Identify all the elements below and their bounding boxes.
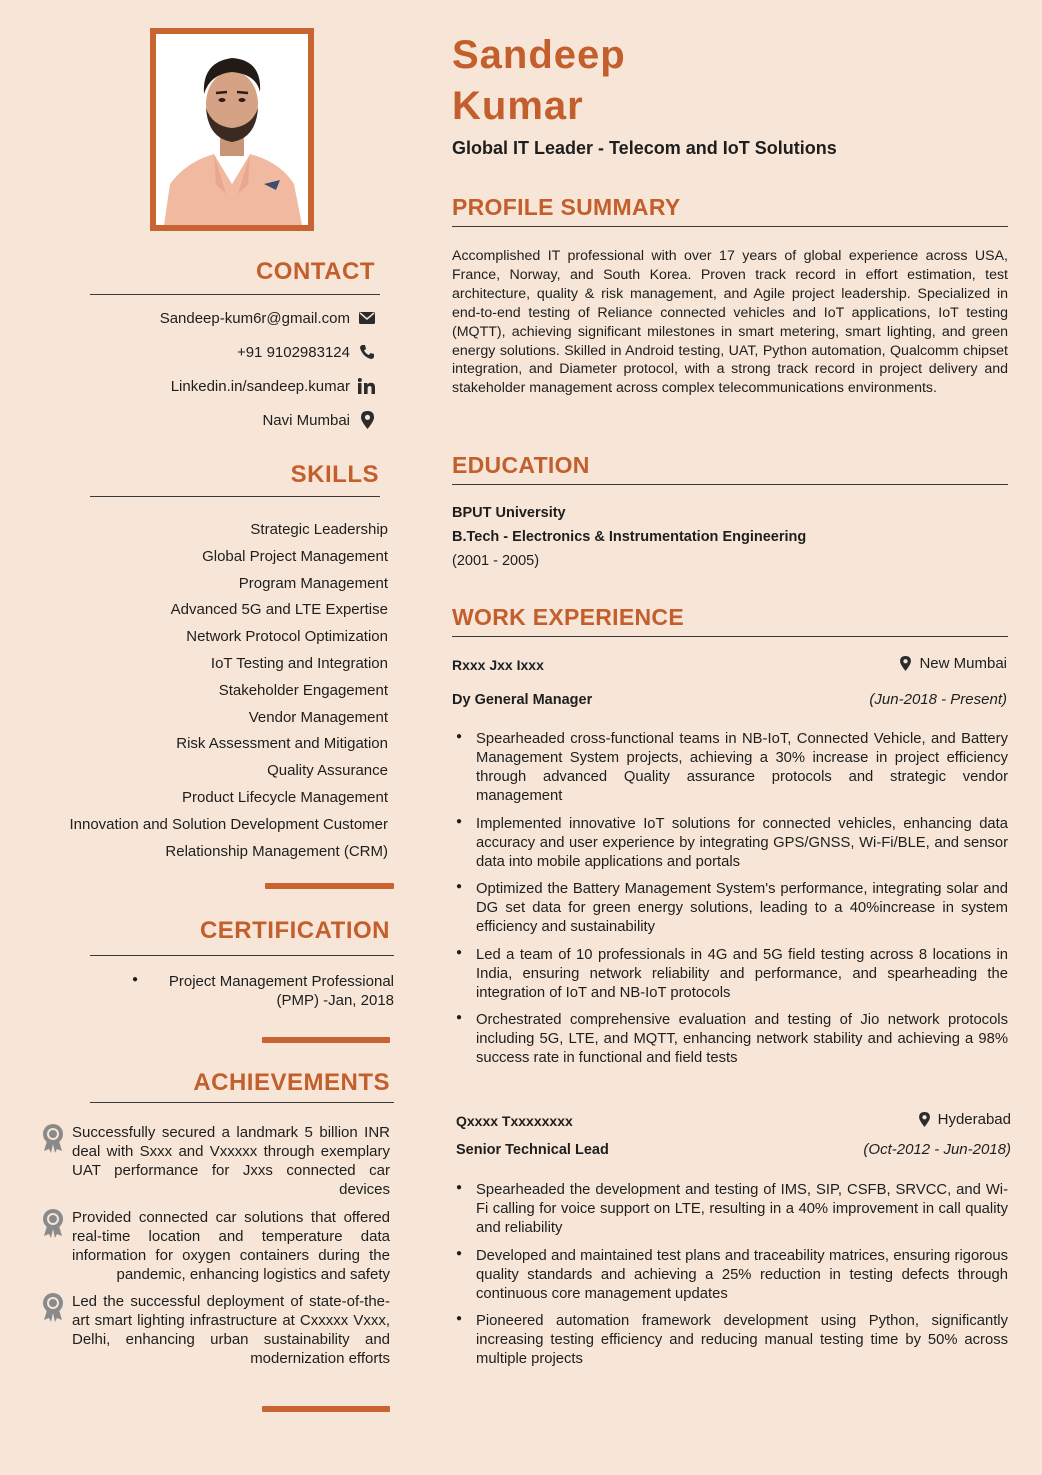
summary-text: Accomplished IT professional with over 17 years of global experience across USA, France, Norway, and South Korea. Proven track record in effort estimation, test architecture, quality & risk management, and Agile project leadership. Specialized in end-to-end testing of Reliance connected vehicles and IoT applications, IoT testing (MQTT), achieving significant milestones in smart metering, smart lighting, and green energy solutions. Skilled in Android testing, UAT, Python automation, Qualcomm chipset integration, and Diameter protocol, with a strong track record in project delivery and stakeholder management across complex telecommunications environments. (452, 248, 1008, 397)
map-pin-icon (358, 411, 376, 429)
skills-heading: SKILLS (290, 461, 379, 488)
skill-item: Risk Assessment and Mitigation (176, 735, 388, 753)
job-bullet (452, 1011, 1008, 1068)
achievement-item (40, 1123, 390, 1199)
summary-divider (452, 226, 1008, 227)
award-icon (40, 1208, 66, 1238)
education-degree: B.Tech - Electronics & Instrumentation Engineering (452, 529, 807, 545)
candidate-name (452, 30, 626, 132)
job-bullet (452, 1181, 1008, 1238)
job-bullet-text: Implemented innovative IoT solutions for connected vehicles, enhancing data accuracy and user experience by integrating GPS/GNSS, Wi-Fi/BLE, and sensor data into mobile applications and portals (476, 815, 1008, 870)
job-dates: (Oct-2012 - Jun-2018) (863, 1141, 1011, 1158)
phone-text[interactable]: +91 9102983124 (236, 343, 350, 361)
achievement-text: Successfully secured a landmark 5 billion INR deal with Sxxx and Vxxxxx through exemplary UAT performance for Jxxs connected car devices (72, 1124, 390, 1198)
bullet-icon: ● (456, 815, 463, 827)
skill-item: Global Project Management (202, 547, 388, 565)
skill-item: Product Lifecycle Management (182, 788, 388, 806)
map-pin-icon (900, 656, 911, 671)
job-bullet-text: Pioneered automation framework development using Python, significantly increasing testing efficiency and reducing manual testing time by 50% across multiple projects (476, 1313, 1008, 1367)
achievements-end-bar (262, 1406, 390, 1412)
skills-end-bar (265, 883, 394, 889)
job-bullets (452, 1181, 1008, 1378)
headline: Global IT Leader - Telecom and IoT Solutions (452, 138, 837, 158)
bullet-icon: ● (456, 881, 463, 892)
education-years: (2001 - 2005) (452, 553, 540, 569)
job-bullets (452, 730, 1008, 1077)
job-company: Qxxxx Txxxxxxxx (456, 1113, 573, 1129)
award-icon (40, 1292, 66, 1322)
job-bullet-text: Developed and maintained test plans and traceability matrices, ensuring rigorous quality standards and achieving a 25% reduction in testing defects through continuous core management updates (476, 1247, 1008, 1302)
bullet-icon: ● (456, 946, 463, 958)
achievements-divider (90, 1102, 394, 1103)
certification-line-2: (PMP) -Jan, 2018 (276, 992, 394, 1009)
achievement-item (40, 1292, 390, 1368)
achievements-heading: ACHIEVEMENTS (193, 1069, 390, 1096)
job-bullet (452, 730, 1008, 806)
contact-phone[interactable] (237, 343, 376, 361)
job-location-text: New Mumbai (919, 655, 1007, 672)
job-title: Senior Technical Lead (456, 1142, 609, 1158)
skill-item: Advanced 5G and LTE Expertise (170, 601, 388, 619)
job-bullet (452, 880, 1008, 937)
skill-item: Stakeholder Engagement (218, 681, 388, 699)
job-bullet-text: Spearheaded the development and testing of IMS, SIP, CSFB, SRVCC, and Wi-Fi calling for voice support on LTE, resulting in a 40% improvement in call quality and reliability (476, 1182, 1008, 1236)
job-bullet-text: Led a team of 10 professionals in 4G and 5G field testing across 8 locations in India, ensuring network reliability and performance, and spearheading the integration of IoT and NB-IoT protocols (476, 946, 1008, 1001)
certification-heading: CERTIFICATION (199, 917, 390, 944)
job-bullet (452, 815, 1008, 872)
job-bullet-text: Orchestrated comprehensive evaluation and testing of Jio network protocols including 5G, LTE, and MQTT, enhancing network stability and achieving a 98% success rate in functional and field tests (476, 1012, 1008, 1066)
mail-icon (358, 309, 376, 327)
education-divider (452, 484, 1008, 485)
job-bullet (452, 1312, 1008, 1369)
education-school: BPUT University (452, 505, 566, 521)
job-dates: (Jun-2018 - Present) (869, 691, 1007, 708)
contact-linkedin[interactable] (171, 377, 376, 395)
linkedin-text[interactable]: Linkedin.in/sandeep.kumar (170, 377, 350, 395)
last-name: Kumar (452, 84, 584, 128)
profile-photo (150, 28, 314, 231)
contact-heading: CONTACT (255, 258, 375, 285)
job-location (919, 1111, 1011, 1128)
skills-divider (90, 496, 380, 497)
certification-line-1: Project Management Professional (168, 973, 394, 990)
location-text: Navi Mumbai (262, 411, 350, 429)
bullet-icon: ● (456, 1012, 463, 1023)
job-bullet-text: Optimized the Battery Management System's performance, integrating solar and DG set data for green energy solutions, leading to a 40%increase in system efficiency and sustainability (476, 881, 1008, 935)
job-title: Dy General Manager (452, 692, 593, 708)
job-location (900, 655, 1007, 672)
job-company: Rxxx Jxx Ixxx (452, 657, 544, 673)
job-bullet (452, 1247, 1008, 1304)
bullet-icon: ● (456, 731, 463, 742)
map-pin-icon (919, 1112, 930, 1127)
job-bullet (452, 946, 1008, 1003)
skill-item: Program Management (238, 574, 388, 592)
certification-end-bar (262, 1037, 390, 1043)
linkedin-icon (358, 377, 376, 395)
first-name: Sandeep (452, 33, 626, 77)
contact-location (262, 411, 376, 429)
skill-item: Innovation and Solution Development Customer (69, 815, 388, 833)
bullet-icon: ● (456, 1182, 463, 1193)
email-text[interactable]: Sandeep-kum6r@gmail.com (159, 309, 350, 327)
experience-heading: WORK EXPERIENCE (452, 604, 684, 630)
education-heading: EDUCATION (452, 452, 590, 478)
skill-item: Network Protocol Optimization (186, 628, 388, 646)
achievement-text: Led the successful deployment of state-of-the-art smart lighting infrastructure at Cxxxxx Vxxx, Delhi, enhancing urban sustainability and modernization efforts (72, 1293, 390, 1367)
achievement-item (40, 1208, 390, 1284)
job-location-text: Hyderabad (937, 1111, 1011, 1128)
bullet-icon: ● (132, 974, 139, 985)
award-icon (40, 1123, 66, 1153)
contact-email[interactable] (160, 309, 376, 327)
certification-item (130, 972, 394, 1010)
bullet-icon: ● (456, 1247, 463, 1259)
skills-list (28, 517, 388, 865)
skill-item: Relationship Management (CRM) (165, 842, 388, 860)
job-bullet-text: Spearheaded cross-functional teams in NB-IoT, Connected Vehicle, and Battery Management System projects, achieving a 30% increase in project efficiency through advanced Quality assurance protocols and strategic vendor management (476, 731, 1008, 804)
contact-divider (90, 294, 380, 295)
bullet-icon: ● (456, 1313, 463, 1324)
experience-divider (452, 636, 1008, 637)
portrait-image (156, 34, 308, 225)
summary-heading: PROFILE SUMMARY (452, 194, 681, 220)
skill-item: IoT Testing and Integration (210, 654, 388, 672)
skill-item: Quality Assurance (267, 762, 388, 780)
skill-item: Strategic Leadership (250, 521, 388, 538)
skill-item: Vendor Management (248, 708, 388, 726)
certification-divider (90, 955, 394, 956)
achievement-text: Provided connected car solutions that offered real-time location and temperature data information for oxygen containers during the pandemic, enhancing logistics and safety (72, 1209, 390, 1283)
phone-icon (358, 343, 376, 361)
